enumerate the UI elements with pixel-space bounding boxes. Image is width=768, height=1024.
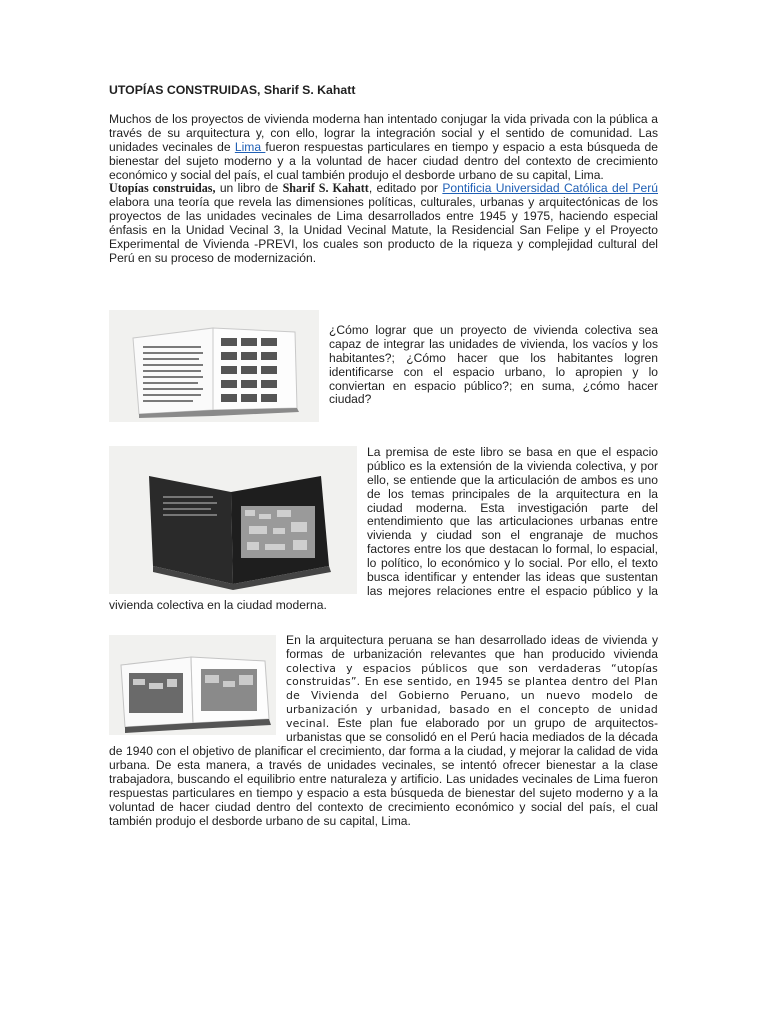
document-body	[109, 84, 658, 828]
document-title: UTOPÍAS CONSTRUIDAS, Sharif S. Kahatt	[109, 83, 356, 97]
book-photo-1	[109, 310, 319, 422]
history-text-b: colectiva y espacios públicos que son verdaderas “utopías construidas”. En ese sentido, en 1945 se plantea dentro del Plan de Vivienda del Gobierno Peruano, un nuevo modelo de urbanización y urbanidad, basado en el concepto de unidad vecinal.	[286, 661, 658, 731]
questions-paragraph: ¿Cómo lograr que un proyecto de vivienda colectiva sea capaz de integrar las unidades de vivienda, los vacíos y los habitantes?; ¿Cómo hacer que los habitantes logren identificarse con el espacio urbano, lo apropien y lo conviertan en espacio público?; en suma, ¿cómo hacer ciudad?	[329, 322, 658, 407]
book-title: Utopías construidas,	[109, 181, 216, 196]
premise-paragraph: La premisa de este libro se basa en que el espacio público es la extensión de la vivienda colectiva, y por ello, se entiende que la articulación de ambos es uno de los temas principales de la arquitectura en la ciudad moderna. Esta investigación parte del entendimiento que las articulaciones urbanas entre vivienda y ciudad son el engranaje de muchos factores entre los que destacan lo formal, lo espacial, lo político, lo económico y lo social. Por ello, el texto busca identificar y entender las ideas que sustentan las mejores relaciones entre el espacio público y la vivienda colectiva en la ciudad moderna.	[109, 444, 658, 612]
history-text-c: Este plan fue elaborado por un grupo de arquitectos-urbanistas que se consolidó en el Perú hacia mediados de la década de 1940 con el objetivo de planificar el crecimiento, dar forma a la ciudad, y mejorar la calidad de vida urbana. De esta manera, a través de unidades vecinales, se intentó ofrecer bienestar a la clase trabajadora, buscando el equilibrio entre naturaleza y artificio. Las unidades vecinales de Lima fueron respuestas particulares en tiempo y espacio a esta búsqueda de bienestar del sujeto moderno y a la voluntad de hacer ciudad dentro del contexto de crecimiento económico y social del país, el cual también produjo el desborde urbano de su capital, Lima.	[109, 716, 658, 828]
open-book-illustration-1	[109, 310, 319, 422]
pucp-link[interactable]: Pontificia Universidad Católica del Perú	[442, 181, 658, 196]
intro-text-b: fueron respuestas particulares en tiempo y espacio a esta búsqueda de bienestar del sujeto moderno y a la voluntad de hacer ciudad dentro del contexto de crecimiento económico y social del país, el cual también produjo el desborde urbano de su capital, Lima.	[109, 139, 658, 182]
book-photo-2	[109, 446, 357, 594]
book-photo-3	[109, 635, 276, 735]
intro-text-a: Muchos de los proyectos de vivienda moderna han intentado conjugar la vida privada con la pública a través de su arquitectura y, con ello, lograr la integración social y el sentido de comunidad. Las unidades vecinales de	[109, 111, 658, 154]
book-text-c: elabora una teoría que revela las dimensiones políticas, culturales, urbanas y arquitectónicas de los proyectos de las unidades vecinales de Lima desarrollados entre 1945 y 1975, haciendo especial énfasis en la Unidad Vecinal 3, la Unidad Vecinal Matute, la Residencial San Felipe y el Proyecto Experimental de Vivienda -PREVI, los cuales son producto de la riqueza y complejidad cultural del Perú en su proceso de modernización.	[109, 195, 658, 265]
book-text-a: un libro de	[215, 181, 283, 196]
open-book-illustration-3	[109, 635, 276, 735]
book-text-b: , editado por	[368, 181, 443, 196]
intro-paragraph	[109, 113, 658, 183]
lima-link[interactable]: Lima	[234, 139, 266, 154]
book-paragraph	[109, 182, 658, 265]
open-book-illustration-2	[109, 446, 357, 594]
history-text-a: En la arquitectura peruana se han desarrollado ideas de vivienda y formas de urbanización relevantes que han producido vivienda	[286, 632, 658, 661]
author-name: Sharif S. Kahatt	[282, 181, 369, 196]
